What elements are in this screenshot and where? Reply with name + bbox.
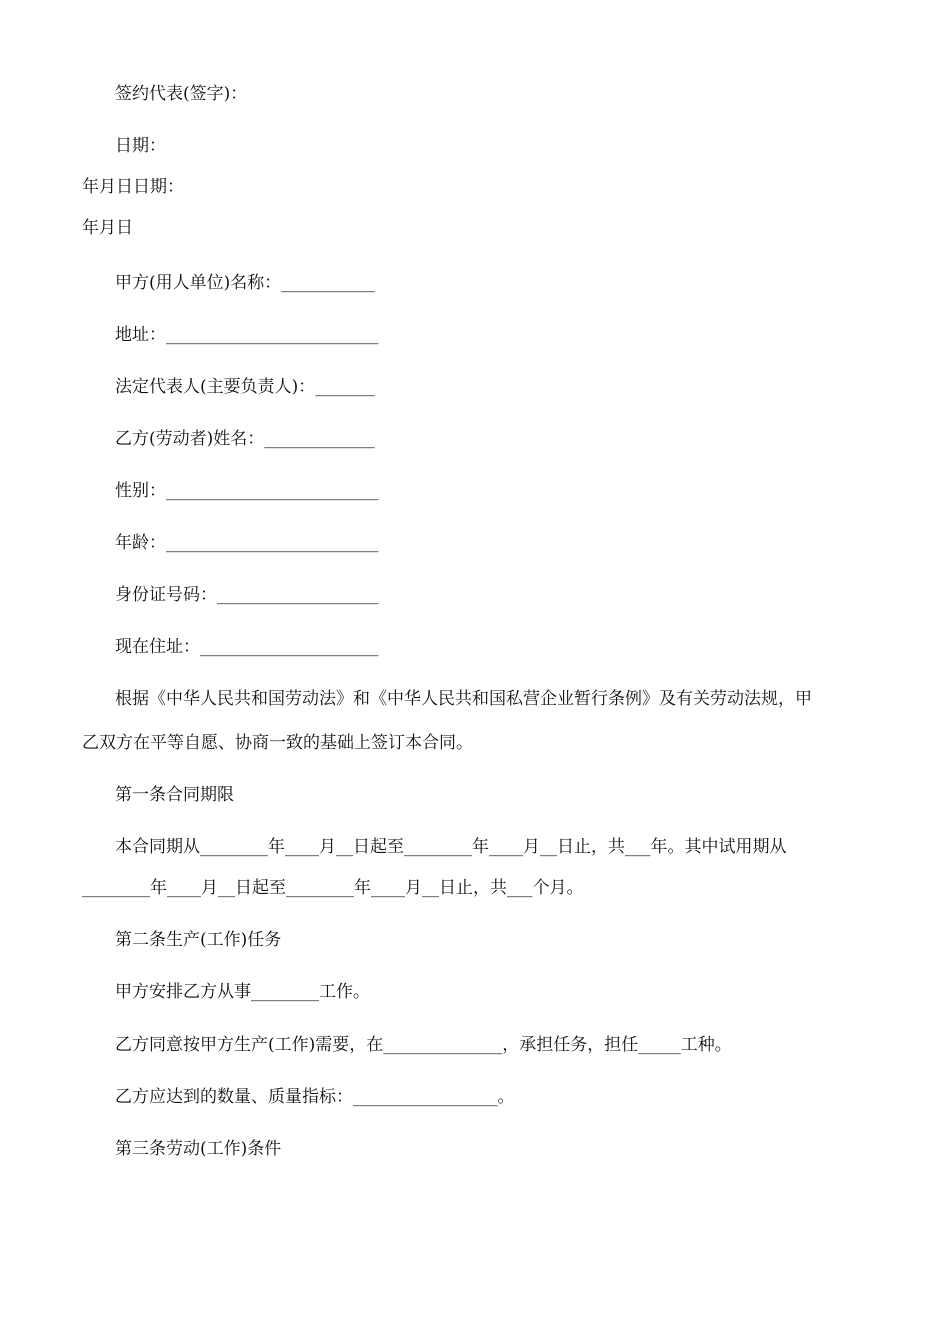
id-number-field: 身份证号码：___________________: [115, 585, 379, 605]
article-1-term-line-1: 本合同期从________年____月__日起至________年____月__日止，共___年。其中试用期从: [115, 837, 787, 857]
article-2-assignment: 甲方安排乙方从事________工作。: [115, 982, 370, 1002]
date-line-1: 日期：: [115, 136, 166, 156]
party-b-name-field: 乙方(劳动者)姓名：_____________: [115, 429, 375, 449]
date-line-2: 年月日日期：: [82, 177, 184, 197]
article-1-term-line-2: ________年____月__日起至________年____月__日止，共___个月。: [82, 878, 584, 898]
article-3-heading: 第三条劳动(工作)条件: [115, 1139, 282, 1159]
preamble-line-2: 乙双方在平等自愿、协商一致的基础上签订本合同。: [82, 733, 473, 753]
article-2-heading: 第二条生产(工作)任务: [115, 930, 282, 950]
gender-field: 性别：_________________________: [115, 481, 379, 501]
preamble-line-1: 根据《中华人民共和国劳动法》和《中华人民共和国私营企业暂行条例》及有关劳动法规，甲: [115, 689, 812, 709]
article-1-heading: 第一条合同期限: [115, 785, 234, 805]
party-a-name-field: 甲方(用人单位)名称：___________: [115, 273, 375, 293]
legal-representative-field: 法定代表人(主要负责人)：_______: [115, 377, 375, 397]
address-field: 地址：_________________________: [115, 325, 379, 345]
article-2-quota: 乙方应达到的数量、质量指标：_________________。: [115, 1087, 515, 1107]
article-2-agreement: 乙方同意按甲方生产(工作)需要，在______________，承担任务，担任_____工种。: [115, 1035, 732, 1055]
date-line-3: 年月日: [82, 218, 133, 238]
current-address-field: 现在住址：_____________________: [115, 637, 379, 657]
signatory-line: 签约代表(签字)：: [115, 84, 248, 104]
age-field: 年龄：_________________________: [115, 533, 379, 553]
